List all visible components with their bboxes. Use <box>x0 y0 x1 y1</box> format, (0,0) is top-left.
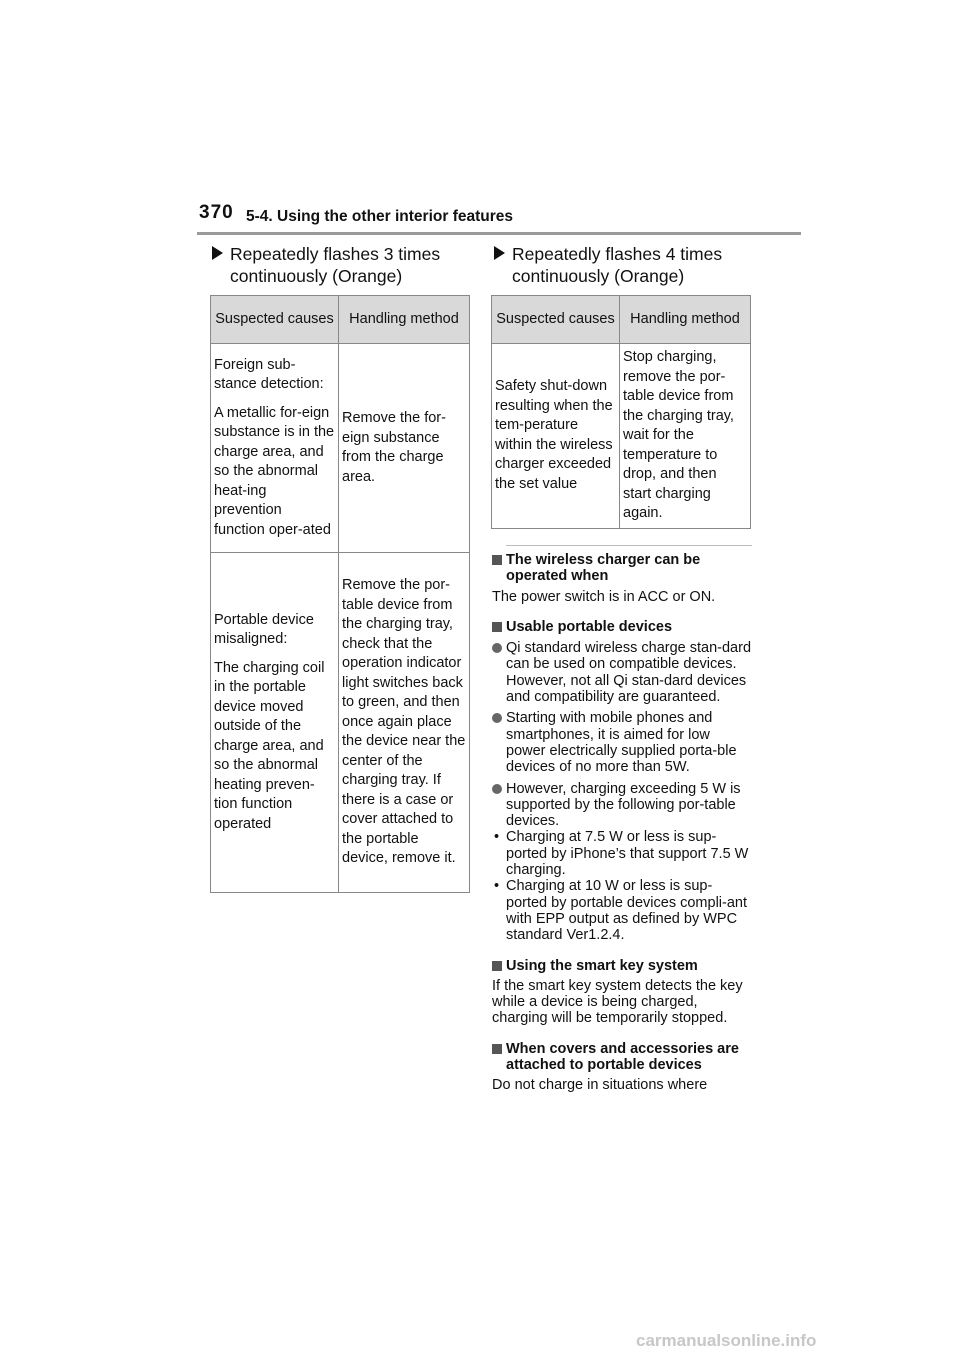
triangle-bullet-icon <box>212 246 223 260</box>
left-heading-line2: continuously (Orange) <box>230 266 403 286</box>
note-text: Do not charge in situations where <box>492 1077 708 1094</box>
note-sub-bullet <box>492 829 752 878</box>
table-header-row <box>211 296 470 344</box>
note-bullet-text: Qi standard wireless charge stan-dard can be used on compatible devices. However, not all Qi stan-dard devices and compatibility are guaranteed. <box>506 640 752 706</box>
triangle-bullet-icon <box>494 246 505 260</box>
left-heading-line1: Repeatedly flashes 3 times <box>230 244 441 264</box>
cause-cell <box>211 344 339 553</box>
square-bullet-icon <box>492 555 502 565</box>
cause-detail: The charging coil in the portable device moved outside of the charge area, and so the abnormal heating preven-tion function operated <box>214 659 325 832</box>
note-bullet <box>492 640 752 705</box>
note-heading <box>492 552 752 585</box>
note-sub-bullet <box>492 878 752 943</box>
right-heading-line2: continuously (Orange) <box>512 266 685 286</box>
cause-title: Foreign sub-stance detection: <box>214 356 324 393</box>
square-bullet-icon <box>492 1044 502 1054</box>
right-heading-line1: Repeatedly flashes 4 times <box>512 244 723 264</box>
col-handling-method: Handling method <box>620 296 751 344</box>
note-bullet <box>492 781 752 830</box>
note-heading <box>492 958 752 974</box>
col-handling-method: Handling method <box>339 296 470 344</box>
notes-section <box>492 545 752 1094</box>
method-cell: Remove the por-table device from the charging tray, check that the operation indicator light switches back to green, and then once again place the device near the center of the charging tray. If there is a case or cover attached to the portable device, remove it. <box>339 553 470 893</box>
square-bullet-icon <box>492 622 502 632</box>
square-bullet-icon <box>492 961 502 971</box>
section-title: 5-4. Using the other interior features <box>246 208 513 225</box>
table-row <box>211 344 470 553</box>
cause-cell: Safety shut-down resulting when the tem-perature within the wireless charger exceeded the set value <box>492 344 620 529</box>
col-suspected-causes: Suspected causes <box>211 296 339 344</box>
note-heading-text: The wireless charger can be operated when <box>506 552 701 585</box>
note-heading-text: Using the smart key system <box>506 957 698 974</box>
method-cell: Remove the for-eign substance from the charge area. <box>339 344 470 553</box>
header-rule <box>197 232 801 235</box>
right-heading <box>494 243 744 287</box>
notes-rule <box>506 545 752 546</box>
watermark: carmanualsonline.info <box>636 1331 817 1350</box>
note-sub-text: Charging at 7.5 W or less is sup-ported by iPhone’s that support 7.5 W charging. <box>506 829 749 879</box>
table-header-row <box>492 296 751 344</box>
table-row <box>492 344 751 529</box>
left-table <box>210 295 470 893</box>
col-suspected-causes: Suspected causes <box>492 296 620 344</box>
dot-marker-icon: • <box>494 878 500 895</box>
table-row <box>211 553 470 893</box>
note-bullet <box>492 710 752 775</box>
circle-bullet-icon <box>492 784 502 794</box>
note-bullet-text: However, charging exceeding 5 W is supported by the following por-table devices. <box>506 780 741 830</box>
method-cell: Stop charging, remove the por-table device from the charging tray, wait for the temperature to drop, and then start charging again. <box>620 344 751 529</box>
right-table <box>491 295 751 529</box>
note-heading-text: When covers and accessories are attached to portable devices <box>506 1040 739 1074</box>
circle-bullet-icon <box>492 713 502 723</box>
note-heading <box>492 1041 752 1074</box>
left-heading <box>212 243 462 287</box>
cause-title: Portable device misaligned: <box>214 611 314 648</box>
note-text: If the smart key system detects the key while a device is being charged, charging will be temporarily stopped. <box>492 977 743 1027</box>
cause-cell <box>211 553 339 893</box>
cause-detail: A metallic for-eign substance is in the charge area, and so the abnormal heat-ing prevention function oper-ated <box>214 404 335 538</box>
note-sub-text: Charging at 10 W or less is sup-ported by portable devices compli-ant with EPP output as defined by WPC standard Ver1.2.4. <box>506 878 747 944</box>
note-heading <box>492 619 752 635</box>
note-text: The power switch is in ACC or ON. <box>492 588 716 605</box>
note-heading-text: Usable portable devices <box>506 618 673 635</box>
circle-bullet-icon <box>492 643 502 653</box>
dot-marker-icon: • <box>494 829 500 846</box>
note-bullet-text: Starting with mobile phones and smartphones, it is aimed for low power electrically supplied porta-ble devices of no more than 5W. <box>506 710 737 776</box>
page-number: 370 <box>199 202 234 223</box>
